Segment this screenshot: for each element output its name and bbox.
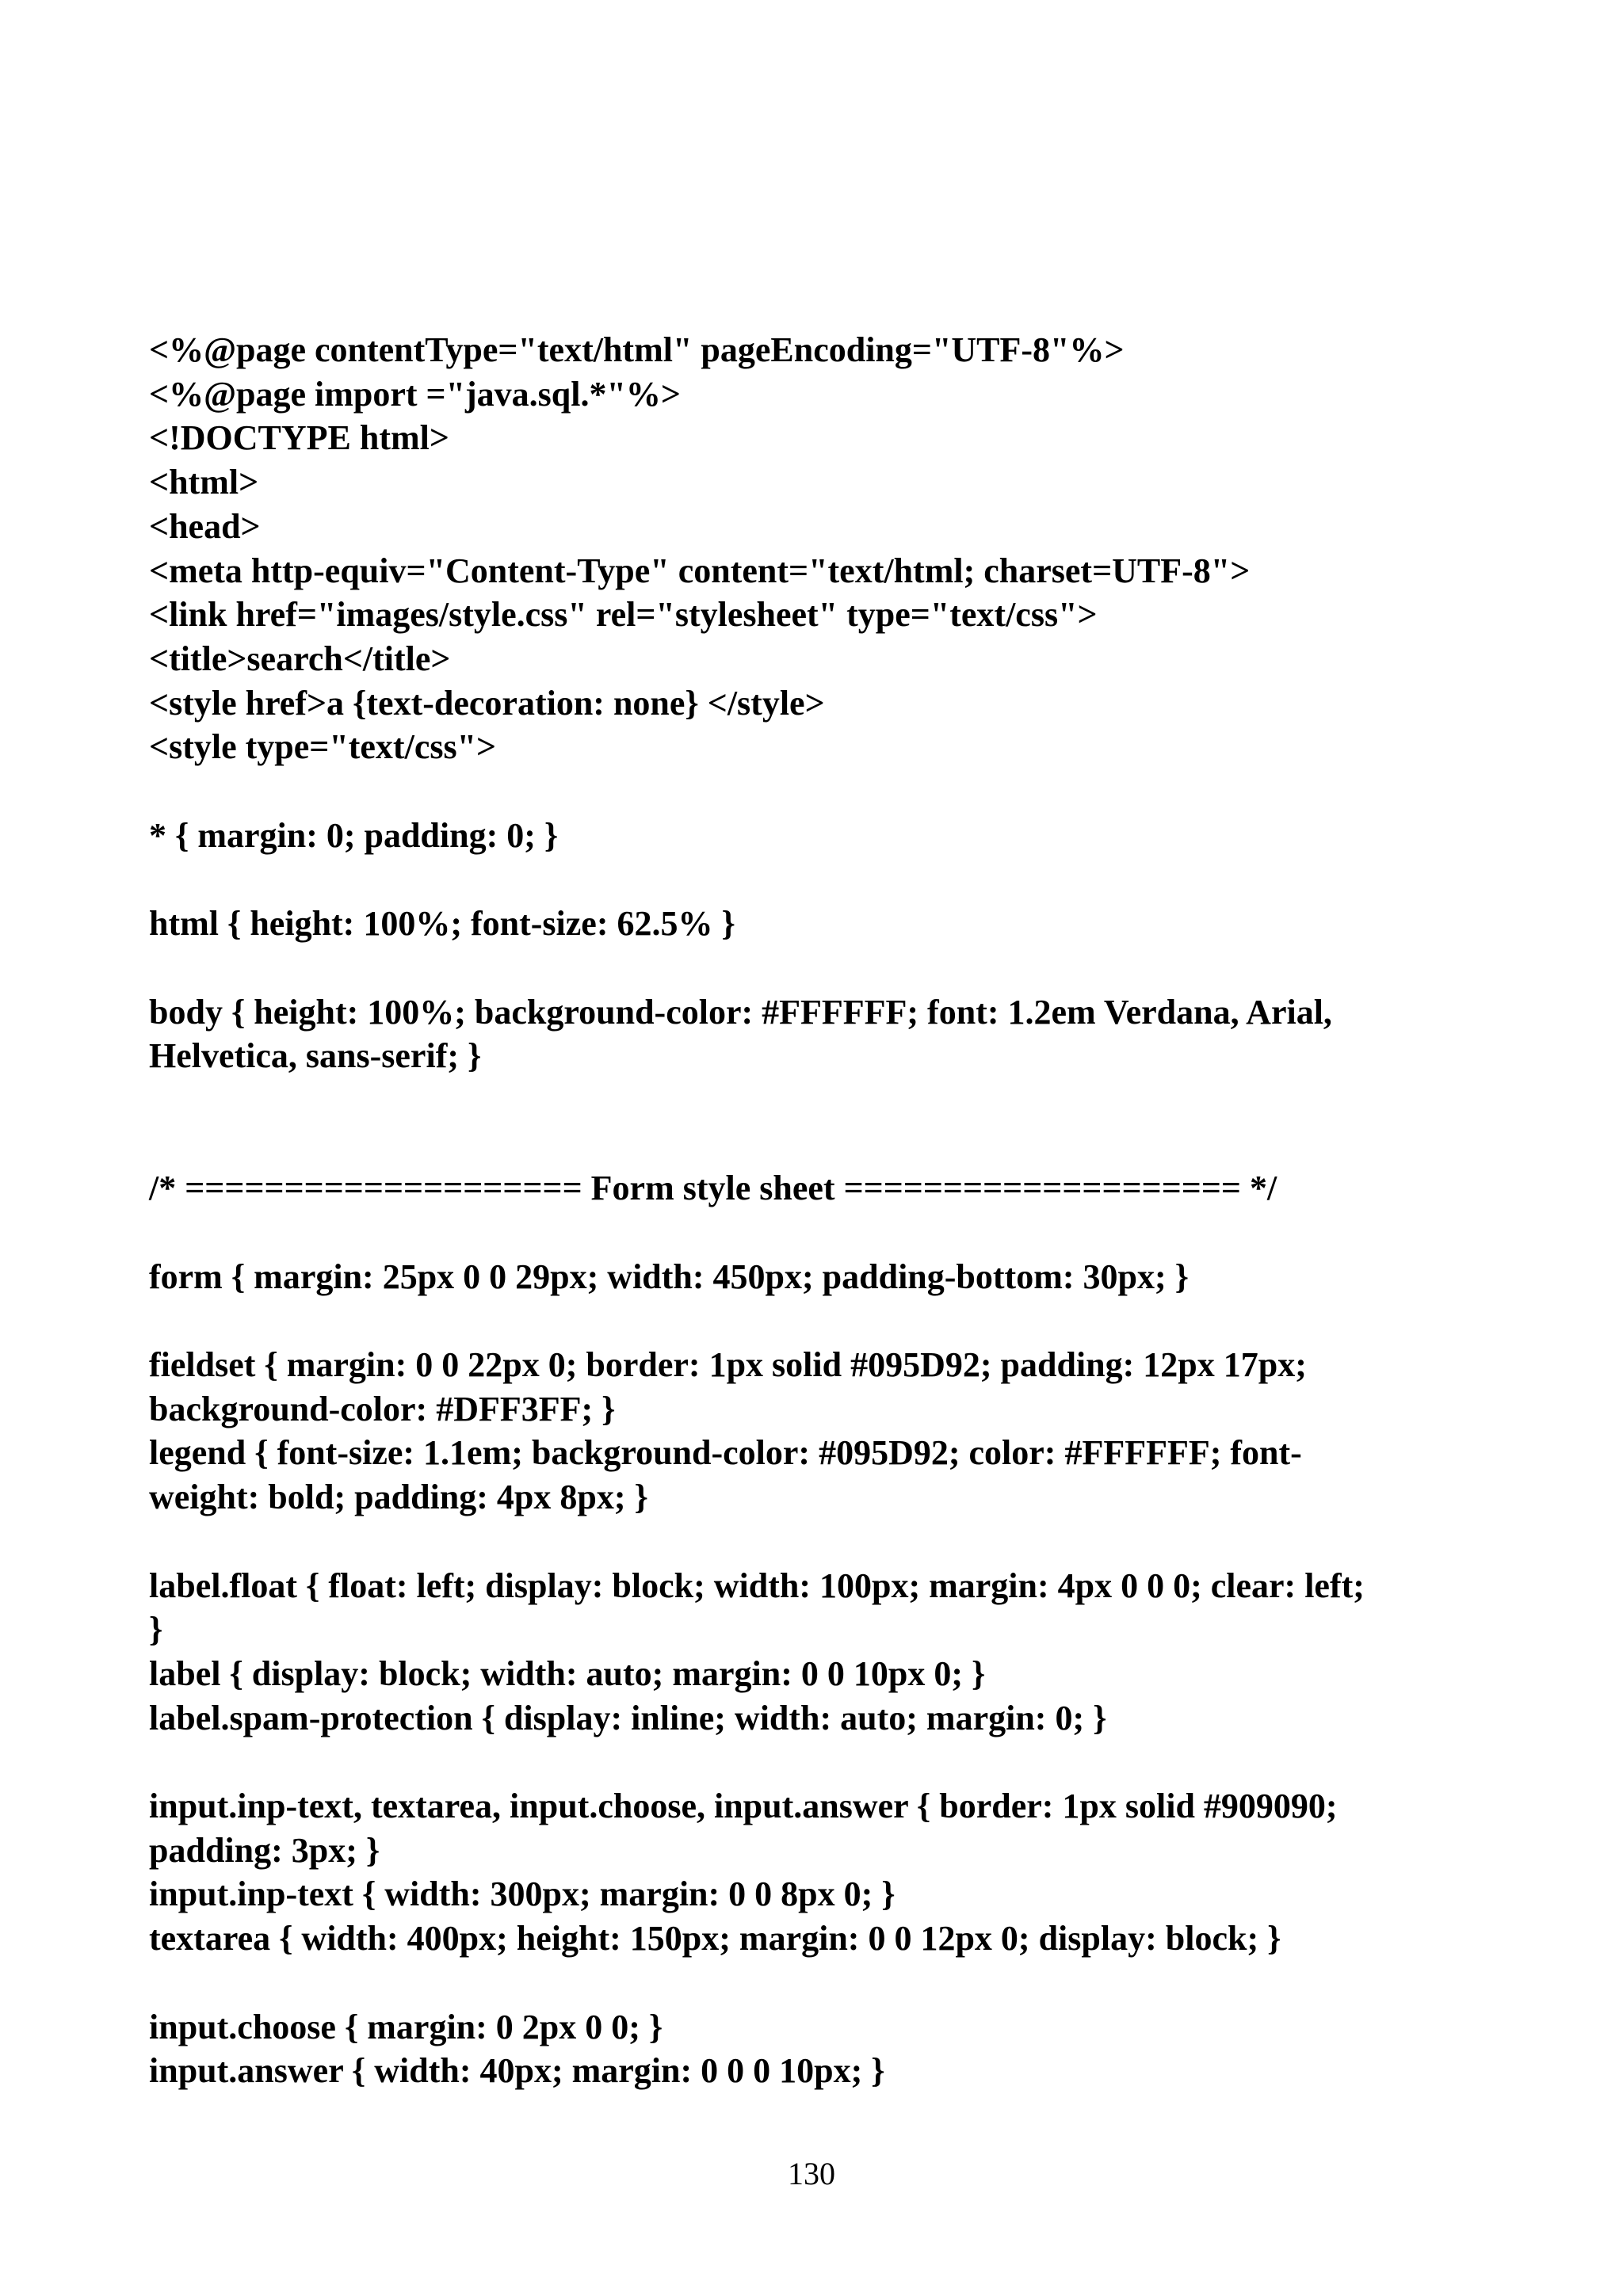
code-line: label.spam-protection { display: inline; width: auto; margin: 0; }: [149, 1698, 1107, 1737]
page-number: 130: [788, 2156, 835, 2191]
code-line: padding: 3px; }: [149, 1830, 380, 1870]
code-line: textarea { width: 400px; height: 150px; margin: 0 0 12px 0; display: block; }: [149, 1919, 1281, 1958]
code-line: <%@page import ="java.sql.*"%>: [149, 374, 681, 414]
code-line: body { height: 100%; background-color: #FFFFFF; font: 1.2em Verdana, Arial,: [149, 992, 1332, 1032]
code-line: }: [149, 1610, 163, 1650]
code-line: [149, 946, 1512, 990]
code-line: <style type="text/css">: [149, 727, 497, 767]
code-line: input.inp-text, textarea, input.choose, input.answer { border: 1px solid #909090;: [149, 1787, 1338, 1826]
code-line: <title>search</title>: [149, 639, 451, 678]
code-line: Helvetica, sans-serif; }: [149, 1036, 482, 1076]
code-line: [149, 1520, 1512, 1564]
code-line: input.answer { width: 40px; margin: 0 0 0 10px; }: [149, 2051, 885, 2091]
code-line: input.choose { margin: 0 2px 0 0; }: [149, 2007, 663, 2046]
code-line: <html>: [149, 463, 259, 502]
code-line: <meta http-equiv="Content-Type" content="text/html; charset=UTF-8">: [149, 551, 1251, 590]
code-line: label.float { float: left; display: block; width: 100px; margin: 4px 0 0 0; clear: left;: [149, 1566, 1365, 1605]
code-line: [149, 1123, 1512, 1167]
code-line: [149, 769, 1512, 814]
code-line: [149, 1299, 1512, 1343]
code-line: [149, 857, 1512, 902]
code-line: /* ==================== Form style sheet ==================== */: [149, 1169, 1277, 1208]
code-line: <style href>a {text-decoration: none} </style>: [149, 683, 825, 723]
code-line: [149, 1961, 1512, 2005]
code-line: * { margin: 0; padding: 0; }: [149, 815, 559, 855]
code-line: [149, 1078, 1512, 1123]
code-line: form { margin: 25px 0 0 29px; width: 450px; padding-bottom: 30px; }: [149, 1257, 1189, 1296]
code-line: <head>: [149, 506, 261, 546]
code-line: [149, 1211, 1512, 1255]
code-line: label { display: block; width: auto; margin: 0 0 10px 0; }: [149, 1653, 986, 1693]
code-line: fieldset { margin: 0 0 22px 0; border: 1px solid #095D92; padding: 12px 17px;: [149, 1345, 1307, 1385]
code-line: weight: bold; padding: 4px 8px; }: [149, 1478, 648, 1517]
code-line: background-color: #DFF3FF; }: [149, 1389, 616, 1428]
code-line: <!DOCTYPE html>: [149, 418, 449, 458]
code-line: input.inp-text { width: 300px; margin: 0 0 8px 0; }: [149, 1875, 896, 1914]
code-line: <link href="images/style.css" rel="stylesheet" type="text/css">: [149, 595, 1098, 635]
code-line: [149, 1740, 1512, 1784]
code-listing: [149, 328, 1512, 2093]
code-line: <%@page contentType="text/html" pageEncoding="UTF-8"%>: [149, 330, 1125, 369]
code-line: html { height: 100%; font-size: 62.5% }: [149, 904, 735, 944]
code-line: legend { font-size: 1.1em; background-color: #095D92; color: #FFFFFF; font-: [149, 1433, 1302, 1473]
